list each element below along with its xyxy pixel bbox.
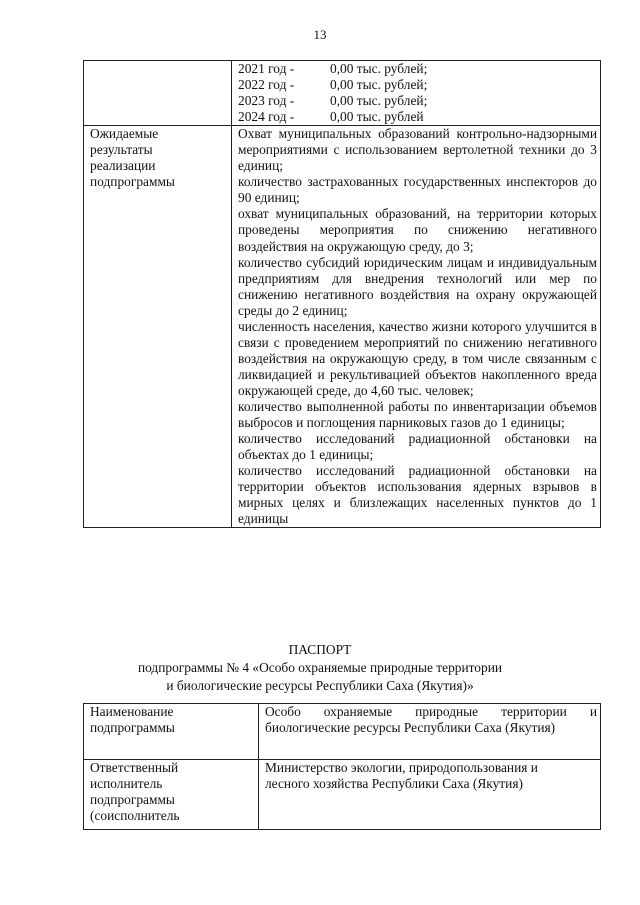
passport-title: ПАСПОРТ — [288, 642, 352, 657]
funding-amount: 0,00 тыс. рублей — [330, 109, 424, 125]
funding-year: 2024 год - — [238, 109, 295, 125]
subprogram-table-continued — [83, 60, 601, 528]
result-item: количество субсидий юридическим лицам и индивидуальным предприятиям для внедрения технологий или мер по снижению негативного воздействия на охрану окружающей среды до 2 единиц; — [238, 254, 597, 318]
funding-amount: 0,00 тыс. рублей; — [330, 77, 428, 93]
funding-row — [238, 77, 597, 93]
funding-amount: 0,00 тыс. рублей; — [330, 93, 428, 109]
passport-subtitle-line2: и биологические ресурсы Республики Саха (Якутия)» — [166, 678, 474, 693]
funding-label-cell — [84, 61, 232, 126]
result-item: численность населения, качество жизни которого улучшится в связи с проведением мероприятий по снижению негативного воздействия на окружающую среду, в том числе связанным с ликвидацией и рекультивацией объектов накопленного вреда окружающей среде, до 4,60 тыс. человек; — [238, 318, 597, 398]
funding-row — [238, 93, 597, 109]
page-number: 13 — [313, 27, 327, 42]
result-item: количество выполненной работы по инвентаризации объемов выбросов и поглощения парниковых газов до 1 единицы; — [238, 398, 597, 431]
result-item: количество исследований радиационной обстановки на объектах до 1 единицы; — [238, 431, 597, 463]
funding-year: 2021 год - — [238, 61, 295, 76]
executor-label: Ответственный исполнитель подпрограммы (соисполнитель — [84, 760, 259, 830]
funding-amount: 0,00 тыс. рублей; — [330, 61, 428, 76]
funding-year: 2023 год - — [238, 93, 295, 109]
passport-subtitle-line1: подпрограммы № 4 «Особо охраняемые природные территории — [137, 660, 503, 675]
results-label: Ожидаемые результаты реализации подпрограммы — [84, 126, 232, 528]
name-value: Особо охраняемые природные территории и биологические ресурсы Республики Саха (Якутия) — [259, 704, 601, 760]
funding-row — [238, 109, 597, 125]
funding-year: 2022 год - — [238, 77, 295, 93]
passport-table — [83, 703, 601, 830]
result-item: охват муниципальных образований, на территории которых проведены мероприятия по снижению негативного воздействия на окружающую среду, до 3; — [238, 206, 597, 254]
table-row-executor — [84, 760, 601, 830]
passport-heading — [0, 641, 640, 695]
name-label: Наименование подпрограммы — [84, 704, 259, 760]
result-item: Охват муниципальных образований контрольно-надзорными мероприятиями с использованием вертолетной техники до 3 единиц; — [238, 126, 597, 174]
table-row-name — [84, 704, 601, 760]
results-cell — [232, 126, 601, 528]
result-item: количество застрахованных государственных инспекторов до 90 единиц; — [238, 174, 597, 206]
funding-cell — [232, 61, 601, 126]
table-row-results — [84, 126, 601, 528]
executor-value: Министерство экологии, природопользования и лесного хозяйства Республики Саха (Якутия) — [259, 760, 601, 830]
funding-row — [238, 61, 597, 77]
result-item: количество исследований радиационной обстановки на территории объектов использования ядерных взрывов в мирных целях и близлежащих населенных пунктов до 1 единицы — [238, 463, 597, 527]
table-row-funding — [84, 61, 601, 126]
